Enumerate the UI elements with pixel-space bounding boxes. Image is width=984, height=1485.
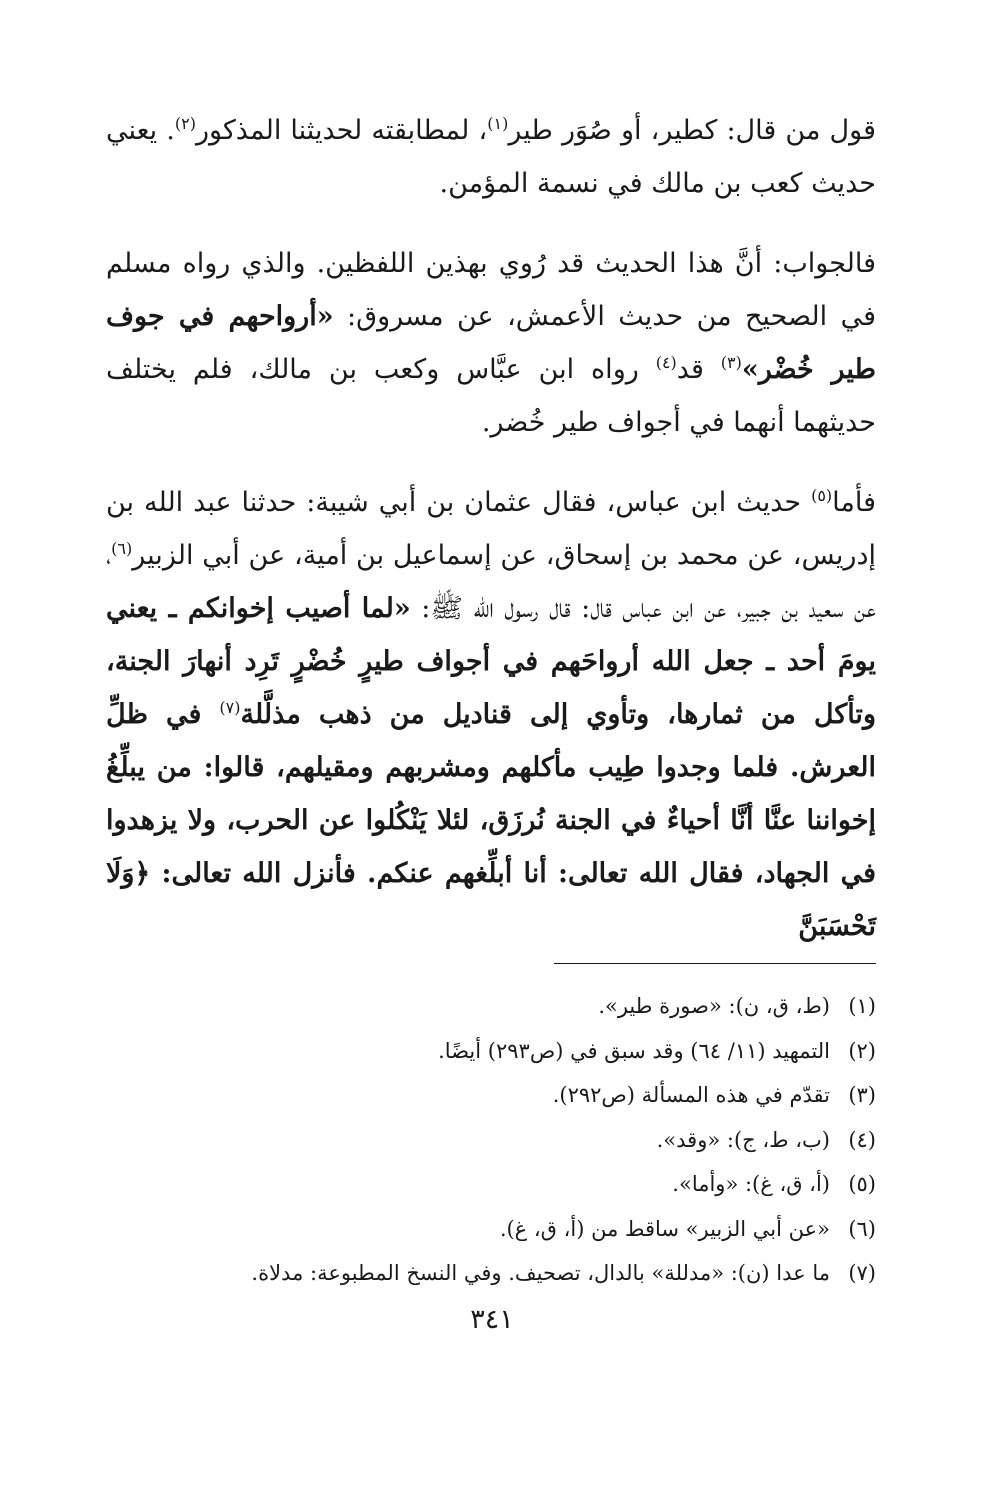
footnote-item bbox=[106, 984, 876, 1029]
p1-text-2: ، لمطابقته لحديثنا المذكور bbox=[195, 115, 488, 146]
footnotes-list bbox=[106, 984, 876, 1296]
footnote-item bbox=[106, 1207, 876, 1252]
footnote-ref-5[interactable]: (٥) bbox=[811, 486, 833, 505]
p2-quote-bold: «أرواحهم في جوف طير خُضْر» bbox=[106, 301, 877, 385]
p2-text-2: قد bbox=[676, 354, 721, 385]
p1-text-1: قول من قال: كطير، أو صُوَر طير bbox=[508, 115, 876, 146]
paragraph-3 bbox=[106, 476, 876, 953]
footnote-number: (٧) bbox=[848, 1261, 876, 1285]
p3-hadith-bold-2: في ظلِّ العرش. فلما وجدوا طِيب مأكلهم ومشربهم ومقيلهم، قالوا: من يبلِّغُ إخواننا عنَّا أنَّا أحياءٌ في الجنة نُرزَق، لئلا يَنْكُلوا عن الحرب، ولا يزهدوا في الجهاد، فقال الله تعالى: أنا أبلِّغهم عنكم. فأنزل الله تعالى: ﴿وَلَا تَحْسَبَنَّ bbox=[106, 699, 876, 942]
footnote-ref-3[interactable]: (٣) bbox=[720, 353, 742, 372]
footnote-item bbox=[106, 1118, 876, 1163]
footnote-number: (٢) bbox=[848, 1038, 876, 1063]
paragraph-2 bbox=[106, 237, 876, 449]
footnote-text: (أ، ق، غ): «وأما». bbox=[672, 1172, 830, 1196]
footnote-number: (٣) bbox=[848, 1083, 876, 1107]
p3-text-2: حديث ابن عباس، فقال عثمان بن أبي شيبة: حدثنا عبد الله بن إدريس، عن محمد بن إسحاق، عن إسماعيل بن أمية، عن أبي الزبير bbox=[106, 487, 876, 571]
footnote-text: (ط، ق، ن): «صورة طير». bbox=[598, 994, 830, 1018]
footnote-ref-2[interactable]: (٢) bbox=[174, 114, 196, 133]
footnote-ref-1[interactable]: (١) bbox=[487, 114, 509, 133]
footnote-text: التمهيد (١١/ ٦٤) وقد سبق في (ص٢٩٣) أيضًا. bbox=[438, 1038, 830, 1063]
footnote-ref-6[interactable]: (٦) bbox=[111, 539, 133, 558]
footnote-number: (٥) bbox=[848, 1172, 876, 1196]
footnote-text: (ب، ط، ج): «وقد». bbox=[656, 1127, 830, 1152]
page-number: ٣٤١ bbox=[470, 1304, 514, 1335]
footnote-text: «عن أبي الزبير» ساقط من (أ، ق، غ). bbox=[499, 1216, 830, 1241]
footnote-number: (٤) bbox=[848, 1127, 876, 1152]
p1-text-3: . يعني حديث كعب بن مالك في نسمة المؤمن. bbox=[106, 115, 876, 199]
footnote-ref-4[interactable]: (٤) bbox=[655, 353, 677, 372]
footnote-item bbox=[106, 1162, 876, 1207]
p3-text-1: فأما bbox=[832, 487, 876, 518]
footnote-text: ما عدا (ن): «مدللة» بالدال، تصحيف. وفي النسخ المطبوعة: مدلاة. bbox=[251, 1261, 830, 1285]
paragraph-1 bbox=[106, 104, 876, 210]
footnote-item bbox=[106, 1029, 876, 1074]
footnote-ref-7[interactable]: (٧) bbox=[219, 698, 241, 717]
footnote-number: (١) bbox=[848, 994, 876, 1018]
p2-text-1: فالجواب: أنَّ هذا الحديث قد رُوي بهذين اللفظين. والذي رواه مسلم في الصحيح من حديث الأعمش، عن مسروق: bbox=[106, 248, 876, 332]
footnote-item bbox=[106, 1251, 876, 1296]
footnote-separator bbox=[554, 963, 876, 964]
p2-text-3: رواه ابن عبَّاس وكعب بن مالك، فلم يختلف حديثهما أنهما في أجواف طير خُضر. bbox=[106, 354, 876, 438]
footnote-number: (٦) bbox=[848, 1216, 876, 1241]
footnote-text: تقدّم في هذه المسألة (ص٢٩٢). bbox=[552, 1083, 830, 1107]
p3-text-3: ، عن سعيد بن جبير، عن ابن عباس قال: قال رسول الله ﷺ: bbox=[106, 540, 876, 624]
p3-hadith-bold-1: «لما أصيب إخوانكم ـ يعني يومَ أحد ـ جعل الله أرواحَهم في أجواف طيرٍ خُضْرٍ تَرِد أنهارَ الجنة، وتأكل من ثمارها، وتأوي إلى قناديل من ذهب مذلَّلة bbox=[106, 593, 876, 730]
footnote-item bbox=[106, 1073, 876, 1118]
